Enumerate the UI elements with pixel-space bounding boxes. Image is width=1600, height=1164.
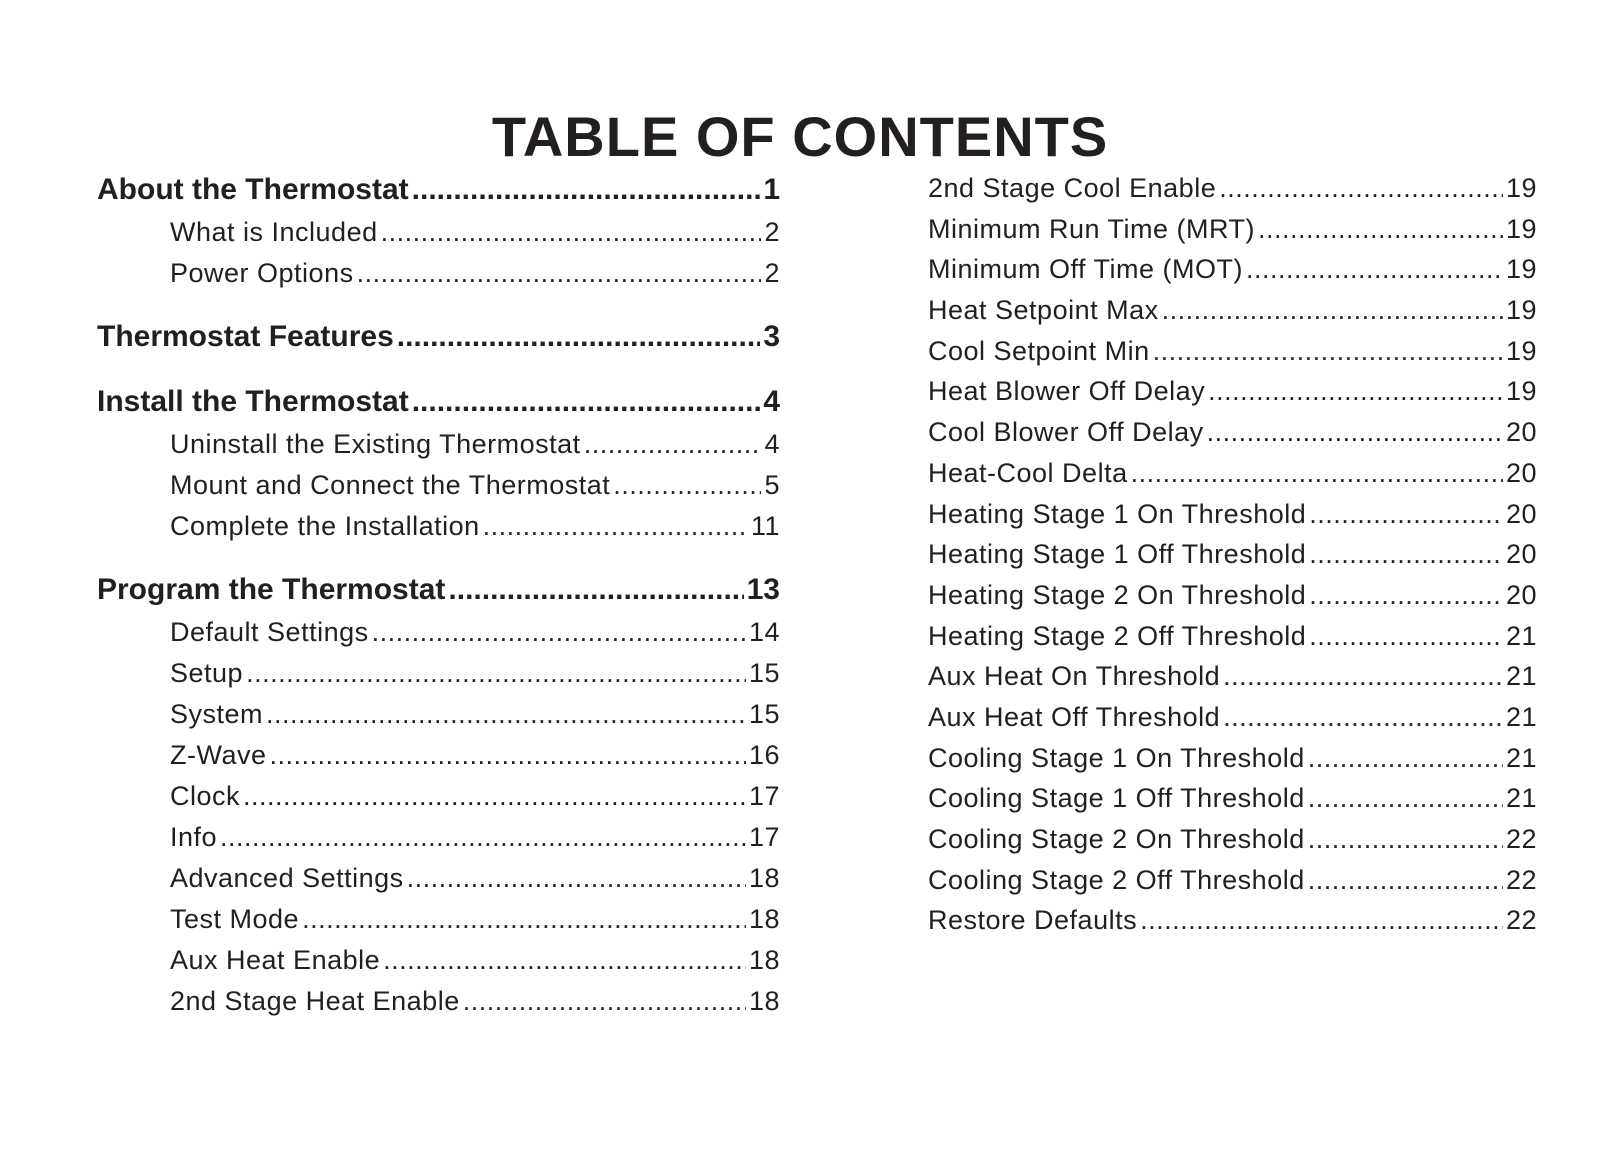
dot-leader [483, 506, 748, 547]
page-number: 17 [748, 822, 780, 852]
toc-chapter-entry[interactable] [97, 380, 780, 424]
page-number: 1 [763, 173, 780, 206]
dot-leader [412, 168, 761, 212]
page-number: 2 [764, 258, 780, 288]
page-number: 20 [1505, 539, 1537, 570]
page-number: 21 [1505, 661, 1537, 692]
page-number: 11 [750, 511, 780, 541]
page-number: 19 [1505, 376, 1537, 407]
toc-subsection-entry[interactable] [928, 453, 1537, 494]
page-number: 21 [1505, 783, 1537, 814]
dot-leader [1131, 453, 1503, 494]
dot-leader [1207, 412, 1503, 453]
toc-subsection-entry[interactable] [170, 612, 780, 653]
toc-section [97, 168, 780, 294]
subsection-title: 2nd Stage Cool Enable [928, 173, 1217, 203]
dot-leader [613, 465, 761, 506]
dot-leader [1308, 738, 1503, 779]
page-number: 4 [764, 429, 780, 459]
toc-left-column [97, 168, 780, 1022]
subsection-title: Heating Stage 2 Off Threshold [928, 620, 1307, 651]
subsection-title: Mount and Connect the Thermostat [170, 470, 611, 500]
toc-subsection-entry[interactable] [928, 819, 1537, 860]
page-number: 19 [1505, 173, 1537, 203]
toc-subsection-entry[interactable] [170, 817, 780, 858]
toc-subsection-entry[interactable] [928, 371, 1537, 412]
subsection-title: Heat-Cool Delta [928, 457, 1128, 488]
dot-leader [220, 817, 746, 858]
page-number: 18 [748, 986, 780, 1016]
page-number: 13 [746, 573, 780, 606]
dot-leader [1219, 168, 1503, 209]
subsection-title: Heat Setpoint Max [928, 295, 1159, 326]
subsection-title: Power Options [170, 258, 354, 288]
subsection-title: What is Included [170, 217, 378, 247]
page-number: 17 [748, 781, 780, 811]
page-number: 19 [1505, 295, 1537, 326]
page-number: 19 [1505, 213, 1537, 244]
subsection-title: Z-Wave [170, 740, 267, 770]
dot-leader [448, 568, 743, 612]
page-number: 18 [748, 945, 780, 975]
page-title: TABLE OF CONTENTS [491, 104, 1109, 168]
dot-leader [397, 315, 761, 359]
subsection-title: Restore Defaults [928, 905, 1138, 936]
page-number: 14 [748, 617, 780, 647]
dot-leader [1308, 860, 1503, 901]
subsection-title: Aux Heat On Threshold [928, 661, 1221, 692]
subsection-title: Info [170, 822, 218, 852]
dot-leader [381, 212, 762, 253]
toc-subsection-entry[interactable] [928, 860, 1537, 901]
chapter-title: Install the Thermostat [97, 385, 409, 418]
page-number: 20 [1505, 417, 1537, 448]
page-number: 15 [748, 699, 780, 729]
subsection-title: Uninstall the Existing Thermostat [170, 429, 581, 459]
page-number: 21 [1505, 620, 1537, 651]
toc-subsection-entry[interactable] [928, 168, 1537, 209]
subsection-title: Setup [170, 658, 244, 688]
page-number: 19 [1505, 335, 1537, 366]
dot-leader [1140, 900, 1503, 941]
subsection-title: Cooling Stage 1 Off Threshold [928, 783, 1305, 814]
chapter-title: Thermostat Features [97, 320, 394, 353]
dot-leader [463, 981, 746, 1022]
toc-subsection-entry[interactable] [928, 616, 1537, 657]
toc-subsection-entry[interactable] [170, 940, 780, 981]
dot-leader [1223, 656, 1503, 697]
dot-leader [1162, 290, 1503, 331]
toc-section [97, 315, 780, 359]
toc-subsection-entry[interactable] [928, 249, 1537, 290]
dot-leader [1246, 249, 1503, 290]
toc-subsection-entry[interactable] [170, 424, 780, 465]
subsection-title: Heating Stage 2 On Threshold [928, 579, 1307, 610]
subsection-title: Cooling Stage 2 On Threshold [928, 824, 1305, 854]
page-number: 18 [748, 863, 780, 893]
subsection-title: Cool Setpoint Min [928, 335, 1150, 366]
subsection-title: Minimum Off Time (MOT) [928, 254, 1244, 285]
toc-subsection-entry[interactable] [170, 212, 780, 253]
dot-leader [584, 424, 762, 465]
dot-leader [266, 694, 746, 735]
toc-subsection-entry[interactable] [928, 697, 1537, 738]
toc-subsection-entry[interactable] [170, 465, 780, 506]
dot-leader [1309, 494, 1503, 535]
subsection-title: Cooling Stage 1 On Threshold [928, 742, 1305, 773]
page-number: 2 [764, 217, 780, 247]
toc-subsection-entry[interactable] [170, 776, 780, 817]
dot-leader [1309, 575, 1503, 616]
page-number: 3 [763, 320, 780, 353]
toc-right-column [928, 168, 1537, 941]
page-number: 19 [1505, 254, 1537, 285]
toc-subsection-entry[interactable] [928, 900, 1537, 941]
dot-leader [1308, 819, 1503, 860]
page-number: 20 [1505, 498, 1537, 529]
toc-chapter-entry[interactable] [97, 168, 780, 212]
dot-leader [1223, 697, 1503, 738]
dot-leader [243, 776, 746, 817]
subsection-title: Minimum Run Time (MRT) [928, 213, 1256, 244]
dot-leader [246, 653, 746, 694]
toc-subsection-entry[interactable] [170, 694, 780, 735]
toc-section [97, 568, 780, 1022]
page-number: 22 [1505, 905, 1537, 936]
toc-chapter-entry[interactable] [97, 315, 780, 359]
toc-subsection-entry[interactable] [170, 899, 780, 940]
page-number: 16 [748, 740, 780, 770]
toc-subsection-entry[interactable] [928, 778, 1537, 819]
subsection-title: Default Settings [170, 617, 369, 647]
toc-subsection-entry[interactable] [928, 331, 1537, 372]
dot-leader [372, 612, 746, 653]
toc-subsection-entry[interactable] [928, 738, 1537, 779]
subsection-title: Aux Heat Off Threshold [928, 701, 1221, 732]
toc-subsection-entry[interactable] [170, 981, 780, 1022]
page-number: 21 [1505, 742, 1537, 773]
toc-subsection-entry[interactable] [170, 506, 780, 547]
page-number: 22 [1505, 864, 1537, 895]
dot-leader [270, 735, 746, 776]
page-number: 5 [764, 470, 780, 500]
dot-leader [1309, 534, 1503, 575]
page-number: 20 [1505, 579, 1537, 610]
dot-leader [1309, 616, 1503, 657]
subsection-title: Advanced Settings [170, 863, 404, 893]
subsection-title: Heating Stage 1 On Threshold [928, 498, 1307, 529]
page-number: 21 [1505, 701, 1537, 732]
dot-leader [383, 940, 746, 981]
toc-subsection-entry[interactable] [170, 858, 780, 899]
toc-subsection-entry[interactable] [170, 735, 780, 776]
dot-leader [1258, 209, 1503, 250]
dot-leader [1153, 331, 1503, 372]
page-number: 15 [748, 658, 780, 688]
toc-subsection-entry[interactable] [928, 290, 1537, 331]
dot-leader [302, 899, 746, 940]
toc-section [97, 380, 780, 547]
page-number: 18 [748, 904, 780, 934]
toc-subsection-entry[interactable] [928, 575, 1537, 616]
subsection-title: Cooling Stage 2 Off Threshold [928, 864, 1305, 895]
dot-leader [1308, 778, 1503, 819]
toc-chapter-entry[interactable] [97, 568, 780, 612]
toc-subsection-entry[interactable] [928, 656, 1537, 697]
subsection-title: Test Mode [170, 904, 300, 934]
page-number: 4 [763, 385, 780, 418]
dot-leader [412, 380, 761, 424]
subsection-title: Complete the Installation [170, 511, 480, 541]
chapter-title: About the Thermostat [97, 173, 409, 206]
toc-subsection-entry[interactable] [928, 494, 1537, 535]
subsection-title: Cool Blower Off Delay [928, 417, 1204, 448]
subsection-title: Clock [170, 781, 241, 811]
toc-subsection-entry[interactable] [170, 253, 780, 294]
toc-subsection-entry[interactable] [928, 412, 1537, 453]
page-number: 20 [1505, 457, 1537, 488]
toc-subsection-entry[interactable] [170, 653, 780, 694]
subsection-title: Heat Blower Off Delay [928, 376, 1206, 407]
dot-leader [1208, 371, 1503, 412]
dot-leader [357, 253, 762, 294]
toc-subsection-entry[interactable] [928, 209, 1537, 250]
dot-leader [407, 858, 746, 899]
chapter-title: Program the Thermostat [97, 573, 446, 606]
subsection-title: Heating Stage 1 Off Threshold [928, 539, 1307, 570]
toc-subsection-entry[interactable] [928, 534, 1537, 575]
page-number: 22 [1505, 824, 1537, 854]
subsection-title: Aux Heat Enable [170, 945, 381, 975]
subsection-title: 2nd Stage Heat Enable [170, 986, 460, 1016]
subsection-title: System [170, 699, 264, 729]
